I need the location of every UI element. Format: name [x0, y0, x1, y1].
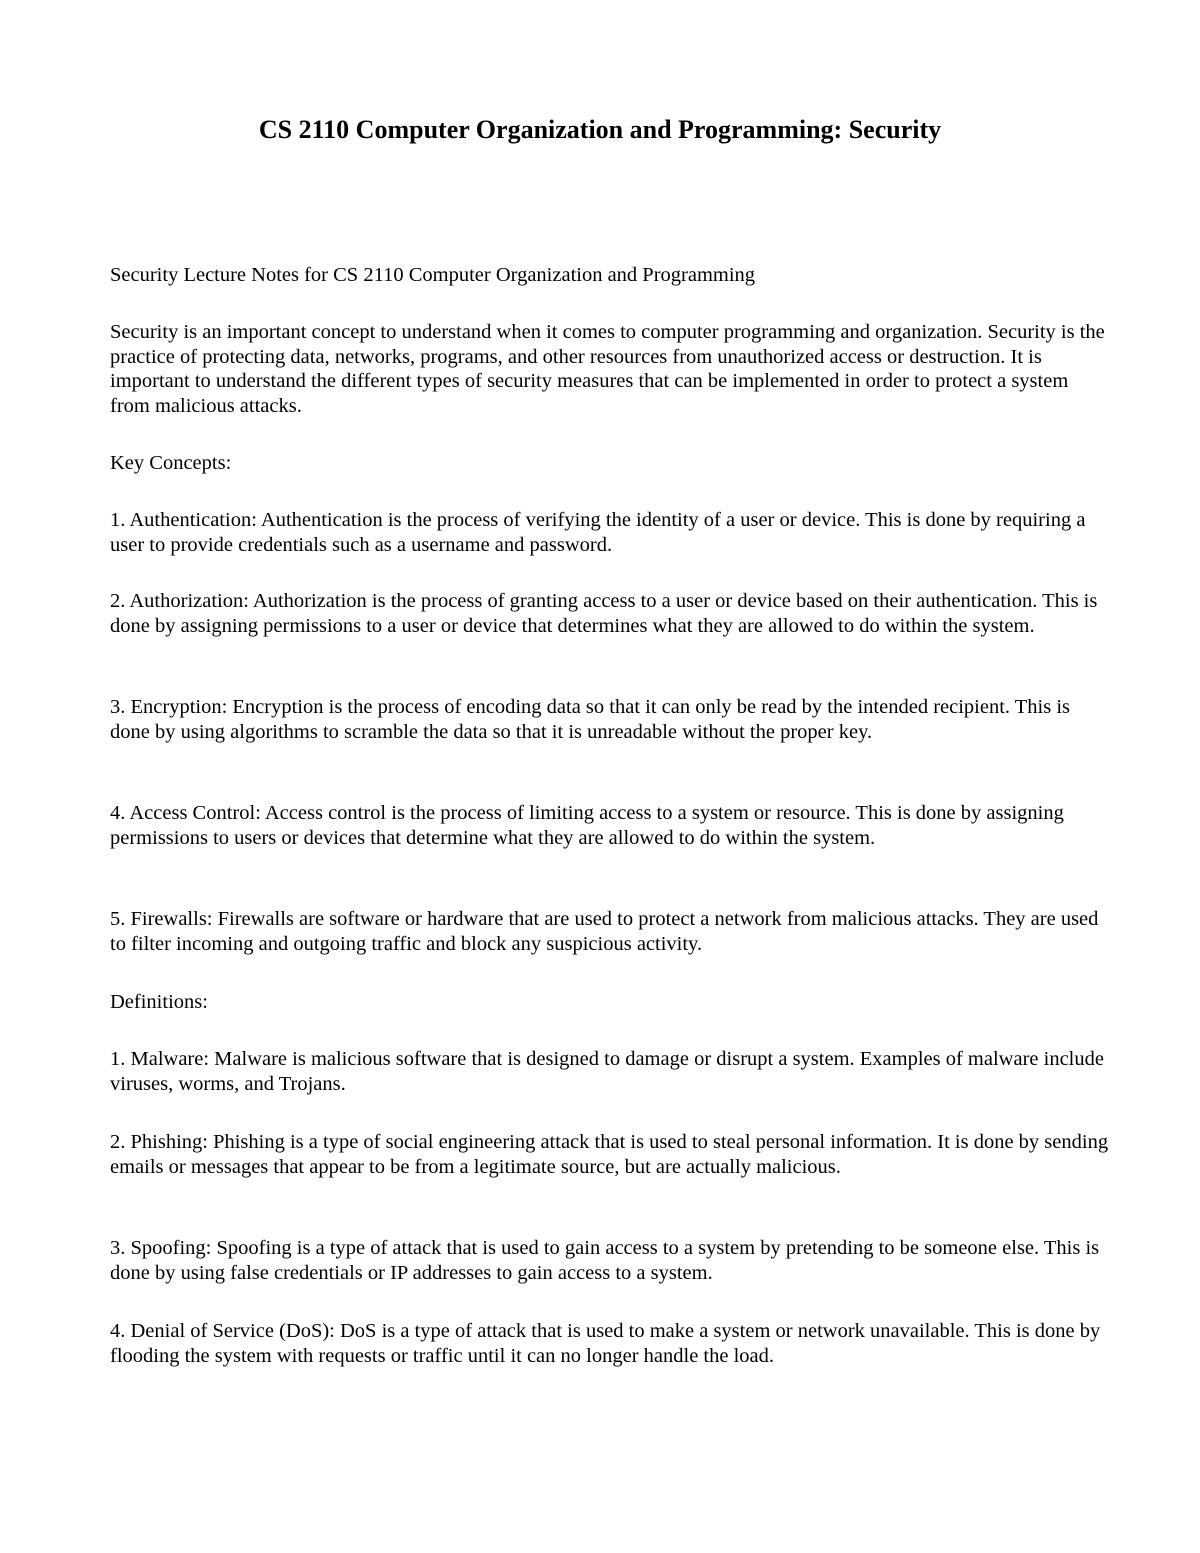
document-title: CS 2110 Computer Organization and Programming: Security — [258, 115, 942, 144]
key-concept-item: 3. Encryption: Encryption is the process of encoding data so that it can only be read by the intended recipient. This is done by using algorithms to scramble the data so that it is unreadable without the proper key. — [110, 696, 1071, 743]
definition-item: 1. Malware: Malware is malicious software that is designed to damage or disrupt a system. Examples of malware include viruses, worms, and Trojans. — [110, 1048, 1104, 1095]
intro-paragraph: Security is an important concept to understand when it comes to computer programming and organization. Security is the practice of protecting data, networks, programs, and other resources from unauthorized access or destruction. It is important to understand the different types of security measures that can be implemented in order to protect a system from malicious attacks. — [110, 321, 1105, 417]
document-subtitle: Security Lecture Notes for CS 2110 Computer Organization and Programming — [110, 264, 756, 286]
key-concept-item: 1. Authentication: Authentication is the process of verifying the identity of a user or device. This is done by requiring a user to provide credentials such as a username and password. — [110, 509, 1086, 556]
key-concept-item: 2. Authorization: Authorization is the process of granting access to a user or device based on their authentication. This is done by assigning permissions to a user or device that determines what they are allowed to do within the system. — [110, 590, 1098, 637]
definitions-heading: Definitions: — [110, 991, 208, 1013]
definition-item: 3. Spoofing: Spoofing is a type of attack that is used to gain access to a system by pretending to be someone else. This is done by using false credentials or IP addresses to gain access to a system. — [110, 1237, 1100, 1284]
key-concept-item: 4. Access Control: Access control is the process of limiting access to a system or resource. This is done by assigning permissions to users or devices that determine what they are allowed to do within the system. — [110, 802, 1064, 849]
definition-item: 2. Phishing: Phishing is a type of social engineering attack that is used to steal personal information. It is done by sending emails or messages that appear to be from a legitimate source, but are actually malicious. — [110, 1131, 1109, 1178]
key-concept-item: 5. Firewalls: Firewalls are software or hardware that are used to protect a network from malicious attacks. They are used to filter incoming and outgoing traffic and block any suspicious activity. — [110, 908, 1099, 955]
definition-item: 4. Denial of Service (DoS): DoS is a type of attack that is used to make a system or network unavailable. This is done by flooding the system with requests or traffic until it can no longer handle the load. — [110, 1320, 1101, 1367]
key-concepts-heading: Key Concepts: — [110, 452, 232, 474]
